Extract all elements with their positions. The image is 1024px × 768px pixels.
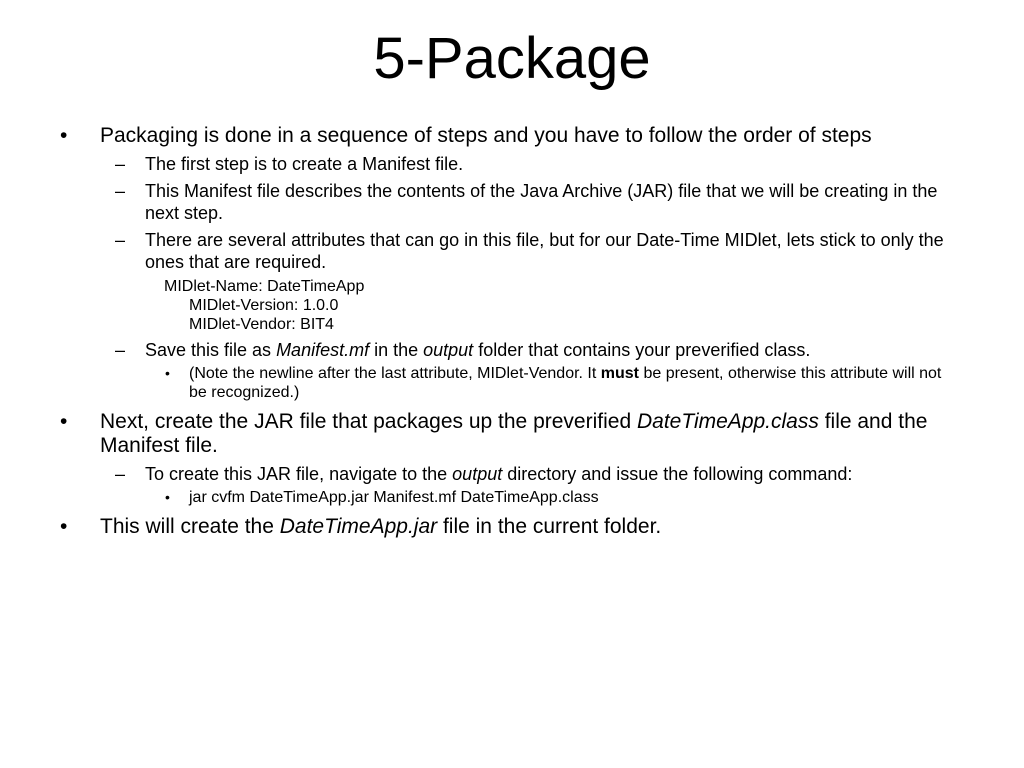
sub-bullet-manifest-description	[115, 180, 965, 224]
dash-marker: –	[115, 154, 126, 174]
bullet-create-jar	[60, 410, 960, 458]
text-part: To create this JAR file, navigate to the	[145, 464, 453, 484]
jar-command: jar cvfm DateTimeApp.jar Manifest.mf DateTimeApp.class	[189, 489, 599, 506]
text-part: (Note the newline after the last attribute, MIDlet-Vendor. It	[189, 365, 601, 382]
text-part: directory and issue the following command:	[502, 464, 853, 484]
sub-bullet-text: The first step is to create a Manifest file.	[145, 154, 464, 174]
directory-name-output: output	[452, 464, 503, 484]
bullet-marker: •	[60, 515, 68, 538]
slide-body	[0, 120, 1024, 539]
sub-bullet-first-step	[115, 153, 965, 175]
manifest-line-name: MIDlet-Name: DateTimeApp	[164, 278, 365, 295]
bullet-marker: •	[165, 489, 170, 505]
sub-bullet-text: This Manifest file describes the contents of the Java Archive (JAR) file that we will be creating in the next step.	[145, 181, 938, 223]
filename-class: DateTimeApp.class	[636, 410, 819, 433]
bullet-marker: •	[60, 124, 68, 147]
filename-manifest: Manifest.mf	[276, 340, 370, 360]
text-part: file and the Manifest file.	[100, 410, 928, 457]
text-part: This will create the	[100, 515, 280, 538]
bullet-packaging-steps	[60, 124, 960, 148]
sub-sub-bullet-command	[165, 488, 959, 507]
bullet-text: Packaging is done in a sequence of steps and you have to follow the order of steps	[100, 124, 872, 147]
sub-sub-bullet-note	[165, 364, 959, 402]
bullet-marker: •	[60, 410, 68, 433]
text-part: Next, create the JAR file that packages up the preverified	[100, 410, 637, 433]
emphasis-must: must	[600, 365, 639, 382]
sub-bullet-navigate-output	[115, 463, 965, 485]
sub-bullet-attributes	[115, 229, 965, 273]
text-part: be present, otherwise this attribute will not be recognized.)	[189, 365, 942, 401]
slide-title: 5-Package	[373, 26, 651, 91]
bullet-result	[60, 515, 960, 539]
sub-bullet-save-file	[115, 339, 965, 361]
dash-marker: –	[115, 230, 126, 250]
bullet-marker: •	[165, 365, 170, 381]
text-part: Save this file as	[145, 340, 277, 360]
manifest-line-vendor: MIDlet-Vendor: BIT4	[189, 316, 334, 333]
text-part: in the	[369, 340, 424, 360]
dash-marker: –	[115, 340, 126, 360]
dash-marker: –	[115, 464, 126, 484]
text-part: folder that contains your preverified class.	[473, 340, 811, 360]
manifest-content	[164, 277, 1024, 334]
folder-name-output: output	[423, 340, 474, 360]
dash-marker: –	[115, 181, 126, 201]
text-part: file in the current folder.	[437, 515, 662, 538]
manifest-line-version: MIDlet-Version: 1.0.0	[189, 297, 339, 314]
sub-bullet-text: There are several attributes that can go in this file, but for our Date-Time MIDlet, lets stick to only the ones that are required.	[145, 230, 944, 272]
filename-jar: DateTimeApp.jar	[279, 515, 438, 538]
